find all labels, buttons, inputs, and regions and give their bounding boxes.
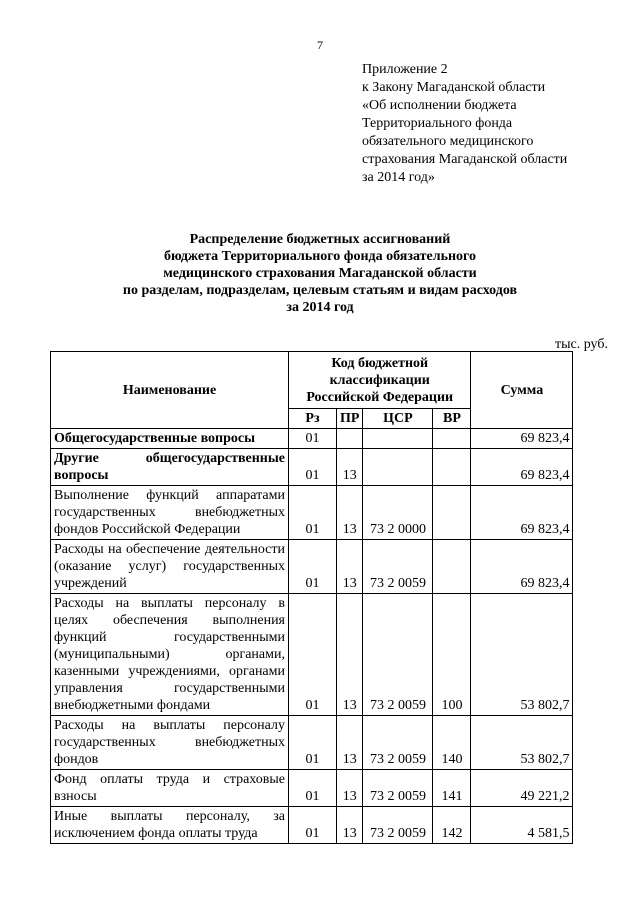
cell-pr: 13 [337, 594, 363, 716]
appendix-line: страхования Магаданской области [362, 152, 568, 167]
cell-vr: 141 [433, 770, 471, 807]
cell-rz: 01 [289, 716, 337, 770]
page-number: 7 [317, 38, 323, 52]
cell-csr: 73 2 0059 [363, 716, 433, 770]
cell-sum: 4 581,5 [471, 807, 573, 844]
cell-pr: 13 [337, 540, 363, 594]
cell-vr: 142 [433, 807, 471, 844]
cell-name: Общегосударственные вопросы [51, 429, 289, 449]
title-line: по разделам, подразделам, целевым статьям и видам расходов [122, 283, 518, 298]
cell-sum: 49 221,2 [471, 770, 573, 807]
cell-rz: 01 [289, 594, 337, 716]
cell-csr: 73 2 0059 [363, 594, 433, 716]
cell-rz: 01 [289, 486, 337, 540]
cell-sum: 69 823,4 [471, 540, 573, 594]
cell-csr: 73 2 0059 [363, 770, 433, 807]
cell-csr: 73 2 0059 [363, 540, 433, 594]
title-line: за 2014 год [286, 300, 354, 315]
cell-sum: 53 802,7 [471, 716, 573, 770]
budget-table [50, 351, 573, 844]
unit-label: тыс. руб. [555, 337, 608, 352]
appendix-line: за 2014 год» [362, 170, 435, 185]
cell-vr [433, 429, 471, 449]
cell-csr [363, 429, 433, 449]
cell-rz: 01 [289, 770, 337, 807]
cell-sum: 69 823,4 [471, 486, 573, 540]
cell-rz: 01 [289, 540, 337, 594]
title-line: Распределение бюджетных ассигнований [189, 232, 451, 247]
cell-name: Выполнение функций аппаратами государственных внебюджетных фондов Российской Федерации [51, 486, 289, 540]
cell-name: Расходы на выплаты персоналу государственных внебюджетных фондов [51, 716, 289, 770]
table-row [51, 716, 573, 770]
table-row [51, 770, 573, 807]
cell-rz: 01 [289, 429, 337, 449]
cell-pr: 13 [337, 716, 363, 770]
table-row [51, 486, 573, 540]
header-pr: ПР [337, 409, 363, 429]
appendix-line: Приложение 2 [362, 62, 448, 77]
header-csr: ЦСР [363, 409, 433, 429]
cell-csr [363, 449, 433, 486]
cell-vr: 100 [433, 594, 471, 716]
cell-pr: 13 [337, 807, 363, 844]
appendix-line: к Закону Магаданской области [362, 80, 546, 95]
cell-name: Расходы на обеспечение деятельности (оказание услуг) государственных учреждений [51, 540, 289, 594]
cell-pr: 13 [337, 486, 363, 540]
cell-csr: 73 2 0000 [363, 486, 433, 540]
cell-sum: 69 823,4 [471, 429, 573, 449]
table-body [51, 429, 573, 844]
cell-vr: 140 [433, 716, 471, 770]
cell-sum: 69 823,4 [471, 449, 573, 486]
cell-name: Фонд оплаты труда и страховые взносы [51, 770, 289, 807]
header-name: Наименование [51, 352, 289, 429]
header-code-group: Код бюджетной классификации Российской Федерации [289, 352, 471, 409]
cell-vr [433, 540, 471, 594]
cell-pr: 13 [337, 770, 363, 807]
title-line: медицинского страхования Магаданской области [163, 266, 477, 281]
cell-vr [433, 449, 471, 486]
appendix-line: обязательного медицинского [362, 134, 534, 149]
cell-name: Иные выплаты персоналу, за исключением фонда оплаты труда [51, 807, 289, 844]
cell-rz: 01 [289, 449, 337, 486]
appendix-line: «Об исполнении бюджета [362, 98, 517, 113]
table-row [51, 807, 573, 844]
appendix-block [362, 61, 632, 187]
table-row [51, 540, 573, 594]
title-line: бюджета Территориального фонда обязательного [163, 249, 477, 264]
appendix-line: Территориального фонда [362, 116, 513, 131]
header-rz: Рз [289, 409, 337, 429]
table-row [51, 449, 573, 486]
document-title [40, 231, 600, 316]
cell-name: Другие общегосударственные вопросы [51, 449, 289, 486]
header-sum: Сумма [471, 352, 573, 429]
cell-rz: 01 [289, 807, 337, 844]
cell-pr: 13 [337, 449, 363, 486]
header-vr: ВР [433, 409, 471, 429]
cell-pr [337, 429, 363, 449]
cell-vr [433, 486, 471, 540]
cell-sum: 53 802,7 [471, 594, 573, 716]
table-row [51, 429, 573, 449]
cell-name: Расходы на выплаты персоналу в целях обеспечения выполнения функций государственными (муниципальными) органами, казенными учреждениями, органами управления государственными внебюджетными фондами [51, 594, 289, 716]
table-row [51, 594, 573, 716]
cell-csr: 73 2 0059 [363, 807, 433, 844]
